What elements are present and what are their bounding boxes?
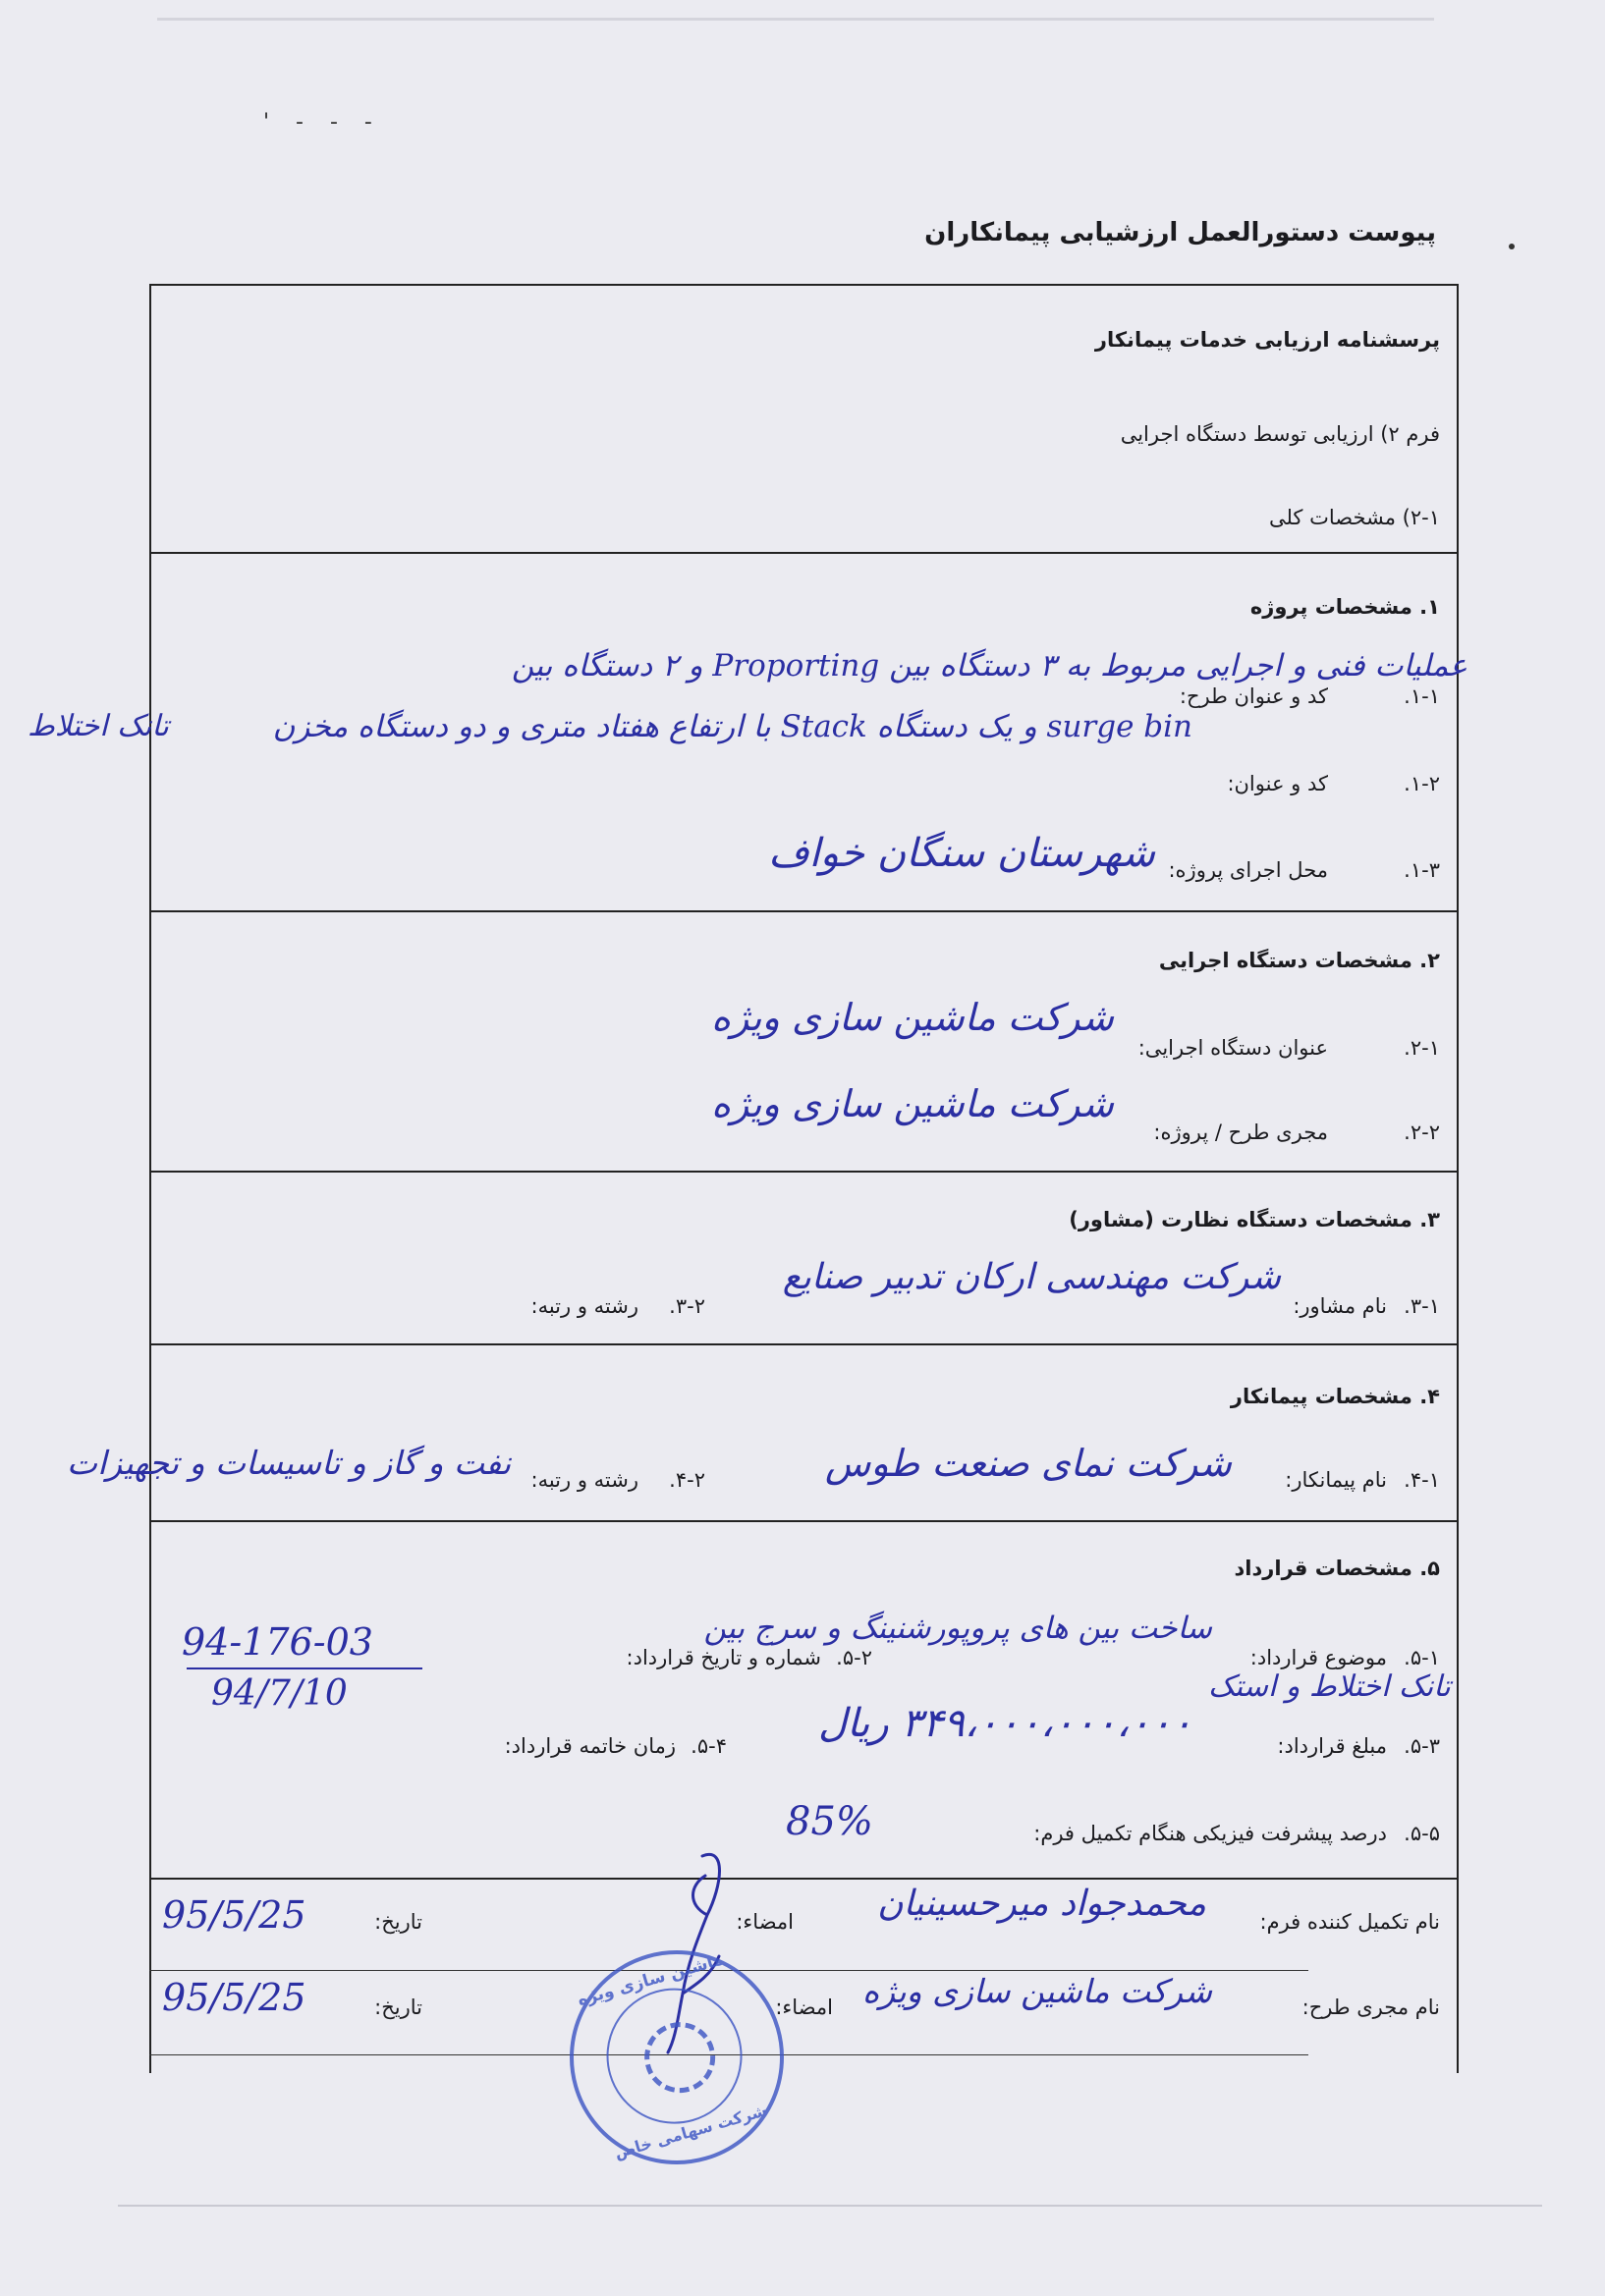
bottom-scan-line	[118, 2205, 1542, 2207]
executor-name: شرکت ماشین سازی ویژه	[862, 1972, 1212, 2010]
stamp-bottom-text: شرکت سهامی خاص	[612, 2101, 769, 2162]
item-5-2-number: ۵-۲.	[836, 1646, 872, 1669]
top-scan-marks: ' - - -	[263, 110, 382, 135]
item-1-1-label: کد و عنوان طرح:	[1179, 684, 1328, 708]
item-5-5-number: ۵-۵.	[1404, 1822, 1440, 1845]
contract-number-underline	[187, 1667, 422, 1669]
item-5-4-number: ۵-۴.	[691, 1734, 727, 1758]
item-2-1-number: ۲-۱.	[1404, 1036, 1440, 1060]
stamp-arc-text: ماشین سازی ویژه	[575, 1949, 727, 2011]
section-4-title: ۴. مشخصات پیمانکار	[1230, 1385, 1440, 1408]
filler-date-label: تاریخ:	[374, 1910, 422, 1934]
section-1-title: ۱. مشخصات پروژه	[1249, 595, 1440, 619]
signature-top-line	[149, 1878, 1457, 1880]
item-5-1-number: ۵-۱.	[1404, 1646, 1440, 1669]
item-4-1-label: نام پیمانکار:	[1285, 1468, 1387, 1492]
form-filler-name: محمدجواد میرحسینیان	[877, 1884, 1206, 1924]
form-title: فرم ۲) ارزیابی توسط دستگاه اجرایی	[1120, 422, 1440, 446]
contract-date: 94/7/10	[211, 1673, 348, 1714]
bullet-dot	[1509, 244, 1515, 249]
item-5-2-label: شماره و تاریخ قرارداد:	[626, 1646, 821, 1669]
item-4-1-value: شرکت نمای صنعت طوس	[825, 1442, 1232, 1485]
item-4-2-value: نفت و گاز و تاسیسات و تجهیزات	[67, 1444, 512, 1482]
item-1-1-value-line2: surge bin و یک دستگاه Stack با ارتفاع هفتاد متری و دو دستگاه مخزن	[272, 709, 1192, 744]
form-filler-label: نام تکمیل کننده فرم:	[1259, 1910, 1440, 1934]
item-1-1-number: ۱-۱.	[1404, 684, 1440, 708]
item-5-1-value-line1: ساخت بین های پروپورشنینگ و سرج بین	[703, 1611, 1212, 1646]
item-2-2-number: ۲-۲.	[1404, 1121, 1440, 1144]
executor-date: 95/5/25	[162, 1976, 306, 2019]
item-3-1-label: نام مشاور:	[1293, 1294, 1387, 1318]
item-3-2-number: ۳-۲.	[669, 1294, 705, 1318]
item-4-1-number: ۴-۱.	[1404, 1468, 1440, 1492]
progress-percent: 85%	[786, 1799, 873, 1844]
questionnaire-title: پرسشنامه ارزیابی خدمات پیمانکار	[1094, 328, 1440, 352]
executor-label: نام مجری طرح:	[1301, 1995, 1440, 2019]
item-5-3-label: مبلغ قرارداد:	[1277, 1734, 1387, 1758]
executor-sign-label: امضاء:	[775, 1995, 833, 2019]
divider-4	[149, 1343, 1457, 1345]
item-5-3-number: ۵-۳.	[1404, 1734, 1440, 1758]
divider-1	[149, 552, 1457, 554]
section-5-title: ۵. مشخصات قرارداد	[1234, 1557, 1440, 1580]
item-2-1-value: شرکت ماشین سازی ویژه	[711, 996, 1114, 1039]
item-1-3-number: ۱-۳.	[1404, 858, 1440, 882]
attachment-title: پیوست دستورالعمل ارزشیابی پیمانکاران	[924, 218, 1436, 247]
item-4-2-label: رشته و رتبه:	[530, 1468, 638, 1492]
item-5-1-label: موضوع قرارداد:	[1249, 1646, 1387, 1669]
item-3-1-number: ۳-۱.	[1404, 1294, 1440, 1318]
item-2-2-value: شرکت ماشین سازی ویژه	[711, 1082, 1114, 1125]
contract-amount: ۳۴۹،۰۰۰،۰۰۰،۰۰۰ ریال	[818, 1701, 1192, 1746]
item-5-1-value-line2: تانک اختلاط و استک	[1208, 1669, 1451, 1704]
divider-3	[149, 1171, 1457, 1173]
section-2-title: ۲. مشخصات دستگاه اجرایی	[1158, 949, 1440, 972]
executor-date-label: تاریخ:	[374, 1995, 422, 2019]
item-1-2-label: کد و عنوان:	[1227, 772, 1328, 795]
item-2-2-label: مجری طرح / پروژه:	[1153, 1121, 1328, 1144]
divider-2	[149, 910, 1457, 912]
item-1-1-margin-note: تانک اختلاط	[28, 709, 169, 743]
item-1-3-value: شهرستان سنگان خواف	[768, 831, 1155, 876]
section-3-title: ۳. مشخصات دستگاه نظارت (مشاور)	[1069, 1208, 1440, 1231]
item-5-5-label: درصد پیشرفت فیزیکی هنگام تکمیل فرم:	[1033, 1822, 1387, 1845]
item-1-3-label: محل اجرای پروژه:	[1168, 858, 1328, 882]
contract-number: 94-176-03	[182, 1620, 373, 1664]
item-4-2-number: ۴-۲.	[669, 1468, 705, 1492]
item-5-4-label: زمان خاتمه قرارداد:	[504, 1734, 676, 1758]
scan-shadow	[157, 18, 1434, 21]
filler-date: 95/5/25	[162, 1893, 306, 1937]
item-3-1-value: شرکت مهندسی ارکان تدبیر صنایع	[782, 1257, 1281, 1297]
item-2-1-label: عنوان دستگاه اجرایی:	[1137, 1036, 1328, 1060]
item-3-2-label: رشته و رتبه:	[530, 1294, 638, 1318]
general-title: ۲-۱) مشخصات کلی	[1268, 506, 1440, 529]
filler-sign-label: امضاء:	[736, 1910, 794, 1934]
item-1-2-number: ۱-۲.	[1404, 772, 1440, 795]
item-1-1-value-line1: عملیات فنی و اجرایی مربوط به ۳ دستگاه بین Proporting و ۲ دستگاه بین	[511, 648, 1467, 683]
divider-5	[149, 1520, 1457, 1522]
